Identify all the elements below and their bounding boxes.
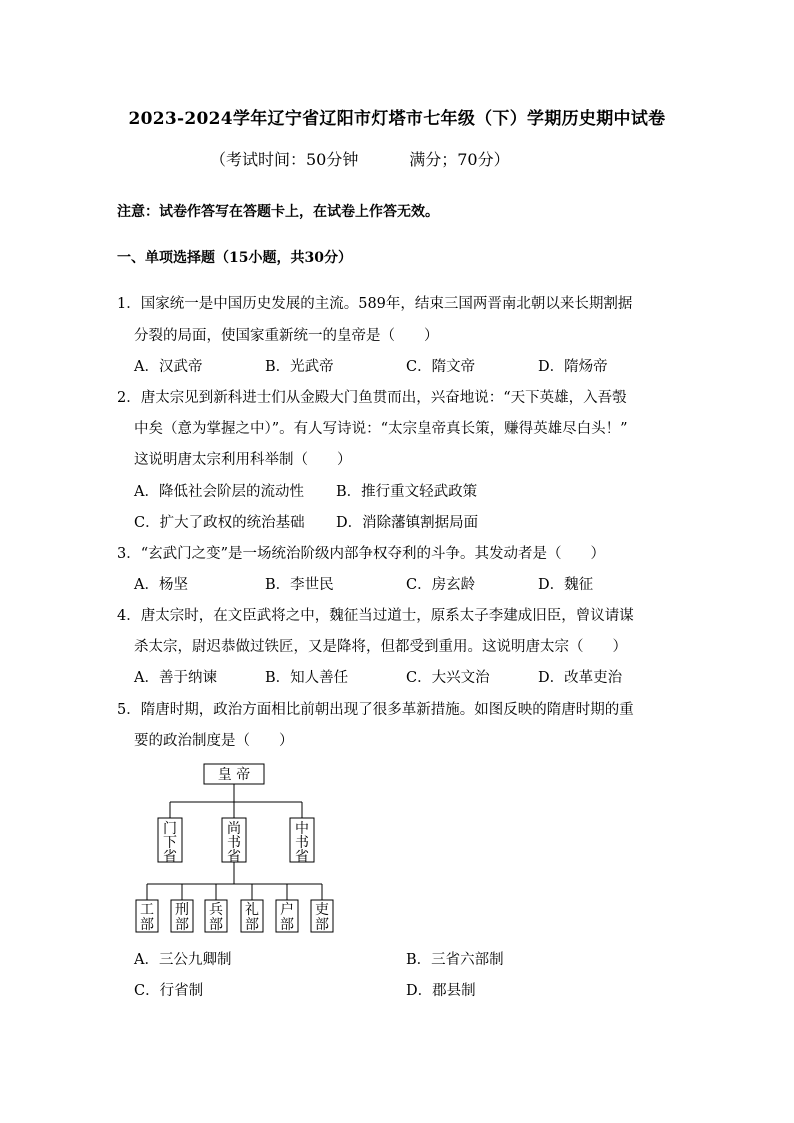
ministry-label: 户部	[280, 902, 294, 933]
question-line: 分裂的局面，使国家重新统一的皇帝是（ ）	[134, 328, 439, 344]
option-d[interactable]: D．改革吏治	[538, 670, 623, 686]
ministry-label: 刑部	[175, 902, 189, 933]
option-b[interactable]: B．光武帝	[265, 359, 334, 375]
option-a[interactable]: A．降低社会阶层的流动性	[134, 484, 304, 500]
option-b[interactable]: B．李世民	[265, 577, 334, 593]
option-a[interactable]: A．汉武帝	[134, 359, 203, 375]
option-d[interactable]: D．消除藩镇割据局面	[336, 515, 479, 531]
option-d[interactable]: D．魏征	[538, 577, 594, 593]
question-line: 中矣（意为掌握之中）”。有人写诗说：“太宗皇帝真长策，赚得英雄尽白头！”	[134, 421, 628, 437]
question-line: 4．唐太宗时，在文臣武将之中，魏征当过道士，原系太子李建成旧臣，曾议请谋	[117, 608, 634, 624]
emperor-label: 皇 帝	[217, 767, 251, 783]
option-a[interactable]: A．善于纳谏	[134, 670, 217, 686]
option-d[interactable]: D．隋炀帝	[538, 359, 608, 375]
province-label-shangshu: 尚书省	[227, 821, 241, 865]
option-c[interactable]: C．房玄龄	[406, 577, 476, 593]
question-line: 5．隋唐时期，政治方面相比前朝出现了很多革新措施。如图反映的隋唐时期的重	[117, 702, 634, 718]
option-d[interactable]: D．郡县制	[406, 983, 476, 999]
ministry-label: 工部	[140, 902, 154, 933]
question-line: 3．“玄武门之变”是一场统治阶级内部争权夺利的斗争。其发动者是（ ）	[117, 546, 606, 562]
full-score: 满分；70分）	[409, 150, 510, 169]
option-b[interactable]: B．推行重文轻武政策	[336, 484, 478, 500]
option-b[interactable]: B．知人善任	[265, 670, 349, 686]
option-a[interactable]: A．三公九卿制	[134, 952, 232, 968]
ministry-label: 礼部	[245, 902, 259, 933]
question-line: 1．国家统一是中国历史发展的主流。589年，结束三国两晋南北朝以来长期割据	[117, 296, 633, 312]
ministry-label: 兵部	[209, 902, 223, 933]
option-c[interactable]: C．行省制	[134, 983, 204, 999]
section-title: 一、单项选择题（15小题，共30分）	[117, 250, 352, 266]
province-label-zhongshu: 中书省	[295, 821, 309, 865]
province-label-menxia: 门下省	[163, 821, 177, 865]
option-b[interactable]: B．三省六部制	[406, 952, 504, 968]
question-line: 这说明唐太宗利用科举制（ ）	[134, 452, 352, 468]
question-line: 杀太宗，尉迟恭做过铁匠，又是降将，但都受到重用。这说明唐太宗（ ）	[134, 639, 627, 655]
option-c[interactable]: C．大兴文治	[406, 670, 490, 686]
exam-time: （考试时间：50分钟	[210, 150, 359, 169]
notice-text: 注意：试卷作答写在答题卡上，在试卷上作答无效。	[117, 204, 439, 220]
option-c[interactable]: C．扩大了政权的统治基础	[134, 515, 305, 531]
page-title: 2023-2024学年辽宁省辽阳市灯塔市七年级（下）学期历史期中试卷	[128, 109, 666, 129]
option-a[interactable]: A．杨坚	[134, 577, 188, 593]
question-line: 要的政治制度是（ ）	[134, 733, 294, 749]
question-line: 2．唐太宗见到新科进士们从金殿大门鱼贯而出，兴奋地说：“天下英雄，入吾彀	[117, 390, 627, 406]
option-c[interactable]: C．隋文帝	[406, 359, 476, 375]
ministry-label: 吏部	[315, 902, 329, 933]
